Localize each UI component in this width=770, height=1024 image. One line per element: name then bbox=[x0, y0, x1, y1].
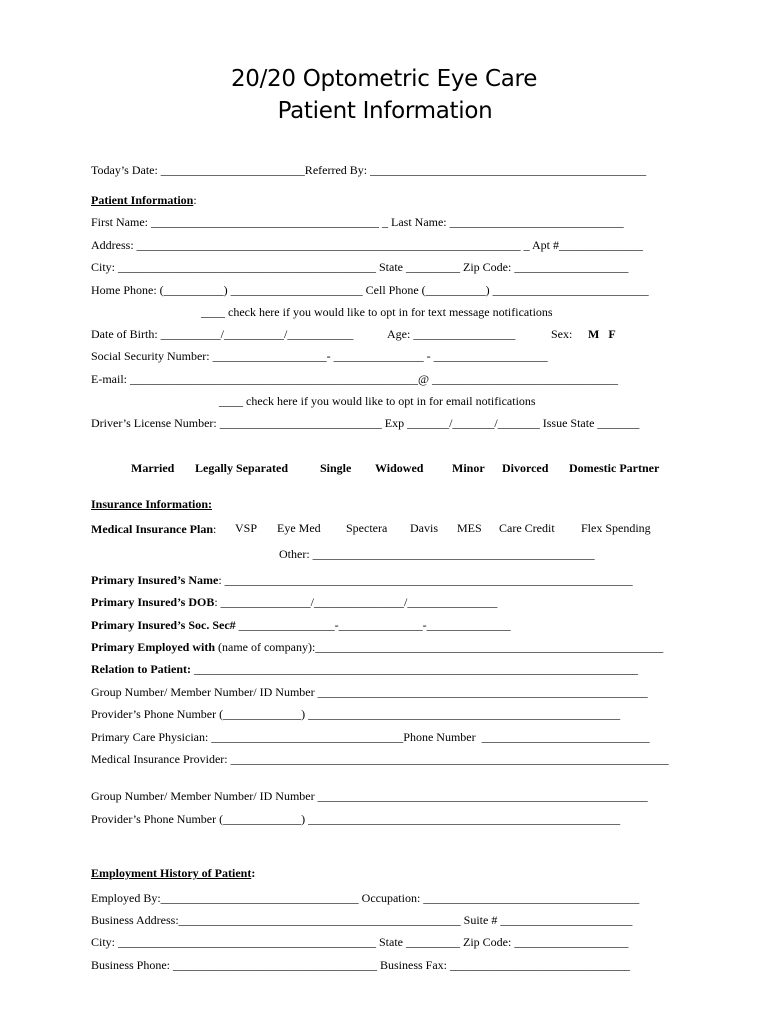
plan-option-eye-med[interactable]: Eye Med bbox=[277, 521, 321, 535]
primary-insured-name-field[interactable] bbox=[91, 573, 633, 587]
employment-history-heading bbox=[91, 866, 255, 880]
medical-insurance-provider-field[interactable]: Medical Insurance Provider: _________________________________________________________________________ bbox=[91, 752, 669, 766]
business-city-state-zip-field[interactable]: City: ___________________________________________ State _________ Zip Code: ___________________ bbox=[91, 935, 629, 949]
sex-options[interactable]: M F bbox=[588, 327, 616, 341]
primary-insured-dob-field[interactable] bbox=[91, 595, 497, 609]
primary-insured-dob-label: Primary Insured’s DOB bbox=[91, 595, 215, 609]
name-field[interactable]: First Name: ______________________________________ _ Last Name: _____________________________ bbox=[91, 215, 624, 229]
city-state-zip-field[interactable]: City: ___________________________________________ State _________ Zip Code: ___________________ bbox=[91, 260, 629, 274]
marital-option-single[interactable]: Single bbox=[320, 461, 352, 475]
text-optin-checkbox[interactable]: ____ check here if you would like to opt in for text message notifications bbox=[201, 305, 553, 319]
business-address-field[interactable]: Business Address:_______________________________________________ Suite # ______________________ bbox=[91, 913, 633, 927]
employment-history-heading-label: Employment History of Patient bbox=[91, 866, 252, 880]
marital-option-widowed[interactable]: Widowed bbox=[375, 461, 424, 475]
employment-history-heading-colon: : bbox=[251, 866, 256, 880]
patient-information-heading bbox=[91, 193, 197, 207]
plan-option-flex-spending[interactable]: Flex Spending bbox=[581, 521, 651, 535]
dob-field[interactable]: Date of Birth: __________/__________/___________ bbox=[91, 327, 354, 341]
form-title: 20/20 Optometric Eye Care bbox=[230, 66, 538, 92]
plan-option-spectera[interactable]: Spectera bbox=[346, 521, 388, 535]
marital-option-minor[interactable]: Minor bbox=[452, 461, 485, 475]
primary-insured-dob-blank[interactable]: : _______________/_______________/_______________ bbox=[214, 595, 498, 609]
plan-option-care-credit[interactable]: Care Credit bbox=[499, 521, 555, 535]
primary-insured-ssn-field[interactable] bbox=[91, 618, 511, 632]
primary-insured-name-label: Primary Insured’s Name bbox=[91, 573, 219, 587]
primary-employed-blank[interactable]: (name of company):__________________________________________________________ bbox=[215, 640, 664, 654]
insurance-information-heading: Insurance Information: bbox=[91, 497, 213, 511]
primary-care-physician-field[interactable]: Primary Care Physician: ________________________________Phone Number ____________________________ bbox=[91, 730, 650, 744]
primary-insured-name-blank[interactable]: : ____________________________________________________________________ bbox=[218, 573, 633, 587]
marital-option-legally-separated[interactable]: Legally Separated bbox=[195, 461, 288, 475]
age-field[interactable]: Age: _________________ bbox=[387, 327, 516, 341]
marital-option-married[interactable]: Married bbox=[131, 461, 175, 475]
medical-plan-label-colon: : bbox=[213, 522, 217, 536]
marital-option-domestic-partner[interactable]: Domestic Partner bbox=[569, 461, 660, 475]
patient-information-heading-colon: : bbox=[193, 193, 197, 207]
email-field[interactable]: E-mail: ________________________________________________@ _______________________________ bbox=[91, 372, 619, 386]
drivers-license-field[interactable]: Driver’s License Number: ___________________________ Exp _______/_______/_______ Issue State _______ bbox=[91, 416, 640, 430]
patient-information-heading-label: Patient Information bbox=[91, 193, 194, 207]
email-optin-checkbox[interactable]: ____ check here if you would like to opt in for email notifications bbox=[219, 394, 536, 408]
primary-insured-ssn-blank[interactable]: ________________-______________-______________ bbox=[235, 618, 511, 632]
group-number-field-1[interactable]: Group Number/ Member Number/ ID Number _______________________________________________________ bbox=[91, 685, 648, 699]
medical-plan-label-text: Medical Insurance Plan bbox=[91, 522, 213, 536]
medical-insurance-plan-label bbox=[91, 522, 216, 536]
ssn-field[interactable]: Social Security Number: ___________________- _______________ - ___________________ bbox=[91, 349, 548, 363]
form-subtitle: Patient Information bbox=[277, 98, 493, 124]
provider-phone-field-2[interactable]: Provider’s Phone Number (_____________) ____________________________________________________ bbox=[91, 812, 621, 826]
relation-to-patient-blank[interactable]: __________________________________________________________________________ bbox=[190, 662, 638, 676]
address-field[interactable]: Address: ________________________________________________________________ _ Apt #______________ bbox=[91, 238, 643, 252]
business-phone-fax-field[interactable]: Business Phone: __________________________________ Business Fax: ______________________________ bbox=[91, 958, 631, 972]
marital-option-divorced[interactable]: Divorced bbox=[502, 461, 549, 475]
primary-employed-label: Primary Employed with bbox=[91, 640, 215, 654]
primary-employed-field[interactable] bbox=[91, 640, 663, 654]
employed-by-occupation-field[interactable]: Employed By:_________________________________ Occupation: ____________________________________ bbox=[91, 891, 640, 905]
phone-field[interactable]: Home Phone: (__________) ______________________ Cell Phone (__________) __________________________ bbox=[91, 283, 649, 297]
provider-phone-field-1[interactable]: Provider’s Phone Number (_____________) ____________________________________________________ bbox=[91, 707, 621, 721]
group-number-field-2[interactable]: Group Number/ Member Number/ ID Number _______________________________________________________ bbox=[91, 789, 648, 803]
plan-option-vsp[interactable]: VSP bbox=[235, 521, 258, 535]
relation-to-patient-field[interactable] bbox=[91, 662, 638, 676]
plan-option-davis[interactable]: Davis bbox=[410, 521, 438, 535]
todays-date-referred-by-field[interactable]: Today’s Date: ________________________Referred By: ______________________________________________ bbox=[91, 163, 647, 177]
primary-insured-ssn-label: Primary Insured’s Soc. Sec# bbox=[91, 618, 236, 632]
plan-option-mes[interactable]: MES bbox=[457, 521, 482, 535]
sex-label: Sex: bbox=[551, 327, 573, 341]
other-plan-field[interactable]: Other: _______________________________________________ bbox=[279, 547, 595, 561]
relation-to-patient-label: Relation to Patient: bbox=[91, 662, 191, 676]
